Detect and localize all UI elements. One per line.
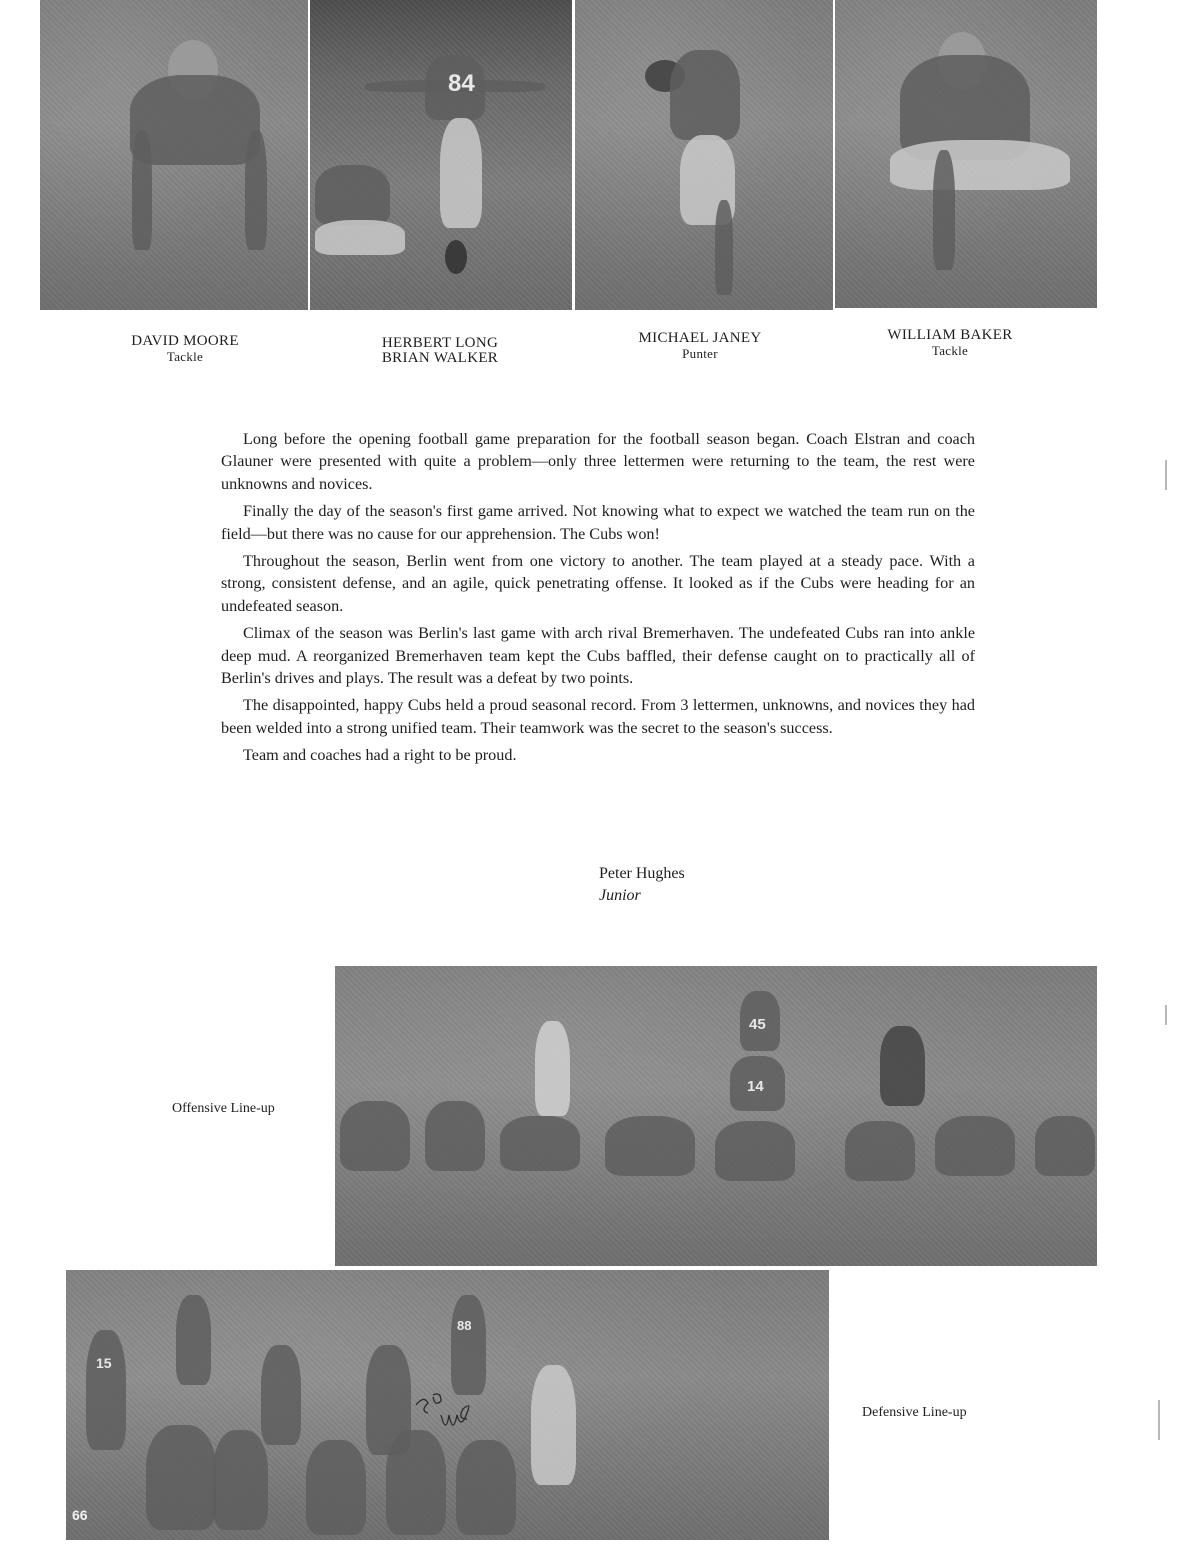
player-figure bbox=[535, 1021, 570, 1116]
caption-william-baker bbox=[845, 328, 1055, 358]
article-paragraph: Climax of the season was Berlin's last game with arch rival Bremerhaven. The undefeated Cubs ran into ankle deep mud. A reorganized Bremerhaven team kept the Cubs baffled, their defense caught on to practically all of Berlin's drives and plays. The result was a defeat by two points. bbox=[221, 624, 975, 688]
jersey-number: 14 bbox=[747, 1078, 764, 1095]
article-paragraph: Team and coaches had a right to be proud. bbox=[243, 746, 517, 765]
player-name: BRIAN WALKER bbox=[381, 350, 499, 366]
lineman bbox=[500, 1116, 580, 1171]
lineman bbox=[605, 1116, 695, 1176]
article-paragraph: Throughout the season, Berlin went from one victory to another. The team played at a steady pace. With a strong, consistent defense, and an agile, quick penetrating offense. It looked as if the Cubs were heading for an undefeated season. bbox=[221, 552, 975, 615]
photo-defensive-lineup bbox=[66, 1270, 829, 1540]
jersey-number: 88 bbox=[457, 1318, 472, 1333]
author-class: Junior bbox=[599, 887, 641, 904]
article-signature bbox=[599, 863, 685, 907]
jersey-number: 84 bbox=[448, 70, 475, 97]
lineman bbox=[845, 1121, 915, 1181]
holder-legs bbox=[315, 220, 405, 255]
player-name: DAVID MOORE bbox=[131, 333, 239, 349]
scan-artifact bbox=[1165, 1005, 1167, 1025]
lineman bbox=[425, 1101, 485, 1171]
player-figure bbox=[261, 1345, 301, 1445]
football bbox=[445, 240, 467, 274]
player-legs bbox=[890, 140, 1070, 190]
lineman bbox=[213, 1430, 268, 1530]
player-position: Tackle bbox=[931, 343, 969, 358]
holder-torso bbox=[315, 165, 390, 225]
lineman bbox=[340, 1101, 410, 1171]
punter-leg bbox=[715, 200, 733, 295]
photo-william-baker bbox=[835, 0, 1097, 308]
lineman bbox=[715, 1121, 795, 1181]
lineman bbox=[306, 1440, 366, 1535]
article-paragraph: The disappointed, happy Cubs held a proud seasonal record. From 3 lettermen, unknowns, and novices they had been welded into a strong unified team. Their teamwork was the secret to the season's success. bbox=[221, 696, 975, 737]
player-arm bbox=[933, 150, 955, 270]
kicker-legs bbox=[440, 118, 482, 228]
player-figure bbox=[531, 1365, 576, 1485]
player-arm bbox=[132, 130, 152, 250]
jersey-number: 45 bbox=[749, 1016, 766, 1033]
player-figure bbox=[176, 1295, 211, 1385]
player-position: Tackle bbox=[166, 349, 204, 364]
player-name: MICHAEL JANEY bbox=[638, 330, 762, 346]
caption-david-moore bbox=[85, 334, 285, 364]
photo-offensive-lineup bbox=[335, 966, 1097, 1266]
punter-torso bbox=[670, 50, 740, 140]
offensive-lineup-label: Offensive Line-up bbox=[172, 1101, 275, 1116]
lineman bbox=[935, 1116, 1015, 1176]
article-paragraph: Long before the opening football game preparation for the football season began. Coach Elstran and coach Glauner were presented with quite a problem—only three lettermen were returning to the team, the rest were unknowns and novices. bbox=[221, 430, 975, 493]
scan-artifact bbox=[1158, 1400, 1160, 1440]
player-arm bbox=[245, 130, 267, 250]
player-figure bbox=[451, 1295, 486, 1395]
handwriting-scribble bbox=[411, 1385, 481, 1450]
player-figure bbox=[880, 1026, 925, 1106]
lineman bbox=[146, 1425, 216, 1530]
photo-long-walker bbox=[310, 0, 572, 310]
article-paragraph: Finally the day of the season's first game arrived. Not knowing what to expect we watched the team run on the field—but there was no cause for our apprehension. The Cubs won! bbox=[221, 502, 975, 543]
caption-michael-janey bbox=[600, 331, 800, 361]
player-name: WILLIAM BAKER bbox=[887, 327, 1013, 343]
lineman bbox=[1035, 1116, 1095, 1176]
lineman bbox=[456, 1440, 516, 1535]
player-position: Punter bbox=[682, 346, 718, 361]
caption-long-walker bbox=[340, 336, 540, 366]
defensive-lineup-label: Defensive Line-up bbox=[862, 1405, 967, 1420]
player-figure bbox=[86, 1330, 126, 1450]
photo-david-moore bbox=[40, 0, 308, 310]
player-name: HERBERT LONG bbox=[381, 335, 499, 351]
jersey-number: 15 bbox=[96, 1355, 112, 1371]
article-body bbox=[221, 428, 975, 772]
photo-michael-janey bbox=[575, 0, 833, 310]
scan-artifact bbox=[1165, 460, 1167, 490]
page-number: 66 bbox=[72, 1507, 88, 1523]
author-name: Peter Hughes bbox=[599, 865, 685, 882]
